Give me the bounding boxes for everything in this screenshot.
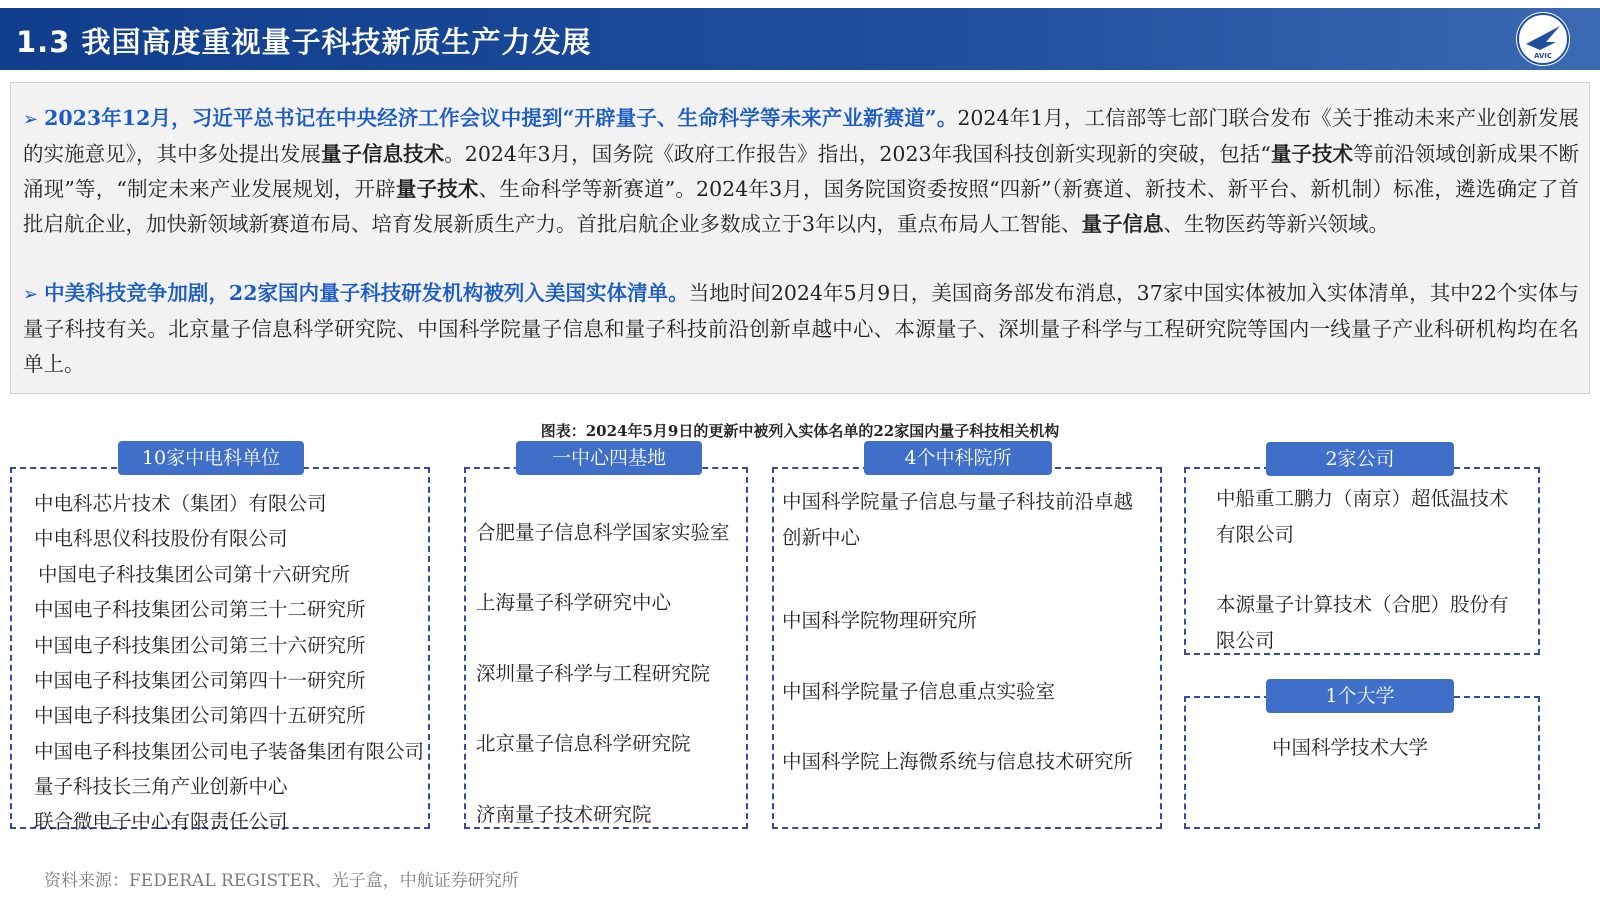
- summary-paragraph-1: [23, 101, 1579, 242]
- group-label-cas: 4个中科院所: [864, 441, 1052, 475]
- paragraph-1-bold-d: 量子信息: [1081, 212, 1164, 236]
- summary-paragraph-2: [23, 276, 1579, 382]
- aviation-logo-icon: [1516, 12, 1570, 66]
- list-item: 中国科学院量子信息重点实验室: [782, 680, 1056, 703]
- list-item: 中国科学院量子信息与量子科技前沿卓越创新中心: [782, 490, 1134, 549]
- page-title: 1.3 我国高度重视量子科技新质生产力发展: [16, 25, 592, 59]
- list-item: 中国科学技术大学: [1272, 736, 1429, 759]
- list-item: 量子科技长三角产业创新中心: [34, 775, 288, 798]
- paragraph-1-lead: 2023年12月，习近平总书记在中央经济工作会议中提到“开辟量子、生命科学等未来产业新赛道”。: [44, 106, 958, 130]
- logo-text: AVIC: [1533, 52, 1553, 60]
- paragraph-1-text-c: 等前沿领域创新成果不断涌现”等，“制定未来产业发展规划，开辟: [23, 142, 1580, 201]
- list-item: 上海量子科学研究中心: [476, 591, 672, 614]
- list-item: 本源量子计算技术（合肥）股份有限公司: [1216, 593, 1509, 652]
- list-item: 中国科学院上海微系统与信息技术研究所: [782, 750, 1134, 773]
- source-note: 资料来源：FEDERAL REGISTER、光子盒，中航证券研究所: [44, 871, 519, 891]
- paragraph-1-bold-a: 量子信息技术: [320, 142, 445, 166]
- list-item: 深圳量子科学与工程研究院: [476, 662, 711, 685]
- list-item: 中国电子科技集团公司第十六研究所: [38, 563, 351, 586]
- list-item: 中电科芯片技术（集团）有限公司: [34, 492, 327, 515]
- paragraph-1-text-a: 2024年1月，工信部等七部门联合发布《关于推动未来产业创新发展的实施意见》，其中多处提出发展: [23, 106, 1579, 166]
- list-item: 北京量子信息科学研究院: [476, 732, 691, 755]
- paragraph-1-bold-b: 量子技术: [1270, 142, 1354, 166]
- paragraph-1-text-e: 、生物医药等新兴领域。: [1163, 212, 1390, 236]
- bullet-arrow-icon: ➢: [23, 284, 39, 305]
- group-label-cetc: 10家中电科单位: [118, 441, 304, 475]
- list-item: 中国科学院物理研究所: [782, 609, 978, 632]
- list-item: 中国电子科技集团公司第三十二研究所: [34, 598, 366, 621]
- paragraph-1-bold-c: 量子技术: [395, 177, 479, 201]
- figure-title: 图表：2024年5月9日的更新中被列入实体名单的22家国内量子科技相关机构: [540, 422, 1060, 440]
- paragraph-1-text-d: 、生命科学等新赛道”。2024年3月，国务院国资委按照“四新”（新赛道、新技术、新平台、新机制）标准，遴选确定了首批启航企业，加快新领域新赛道布局、培育发展新质生产力。首批启航企业多数成立于3年以内，重点布局人工智能、: [23, 177, 1579, 236]
- list-item: 中国电子科技集团公司第四十五研究所: [34, 704, 366, 727]
- list-item: 中国电子科技集团公司电子装备集团有限公司: [34, 740, 425, 763]
- list-item: 中国电子科技集团公司第四十一研究所: [34, 669, 366, 692]
- list-item: 中船重工鹏力（南京）超低温技术有限公司: [1216, 487, 1509, 546]
- list-item: 联合微电子中心有限责任公司: [34, 810, 288, 833]
- list-item: 中国电子科技集团公司第三十六研究所: [34, 634, 366, 657]
- list-item: 中电科思仪科技股份有限公司: [34, 527, 288, 550]
- title-bar: [0, 8, 1600, 70]
- list-item: 济南量子技术研究院: [476, 803, 652, 826]
- paragraph-2-lead: 中美科技竞争加剧，22家国内量子科技研发机构被列入美国实体清单。: [44, 281, 689, 305]
- bullet-arrow-icon: ➢: [23, 109, 39, 130]
- group-label-labs: 一中心四基地: [516, 441, 702, 475]
- group-box-university: [1184, 696, 1540, 829]
- paragraph-2-text: 当地时间2024年5月9日，美国商务部发布消息，37家中国实体被加入实体清单，其中22个实体与量子科技有关。北京量子信息科学研究院、中国科学院量子信息和量子科技前沿创新卓越中心、本源量子、深圳量子科学与工程研究院等国内一线量子产业科研机构均在名单上。: [23, 281, 1579, 376]
- paragraph-1-text-b: 。2024年3月，国务院《政府工作报告》指出，2023年我国科技创新实现新的突破，包括“: [444, 142, 1271, 166]
- list-item: 合肥量子信息科学国家实验室: [476, 521, 730, 544]
- group-label-university: 1个大学: [1266, 679, 1454, 713]
- group-label-companies: 2家公司: [1266, 442, 1454, 476]
- summary-panel: [10, 82, 1590, 394]
